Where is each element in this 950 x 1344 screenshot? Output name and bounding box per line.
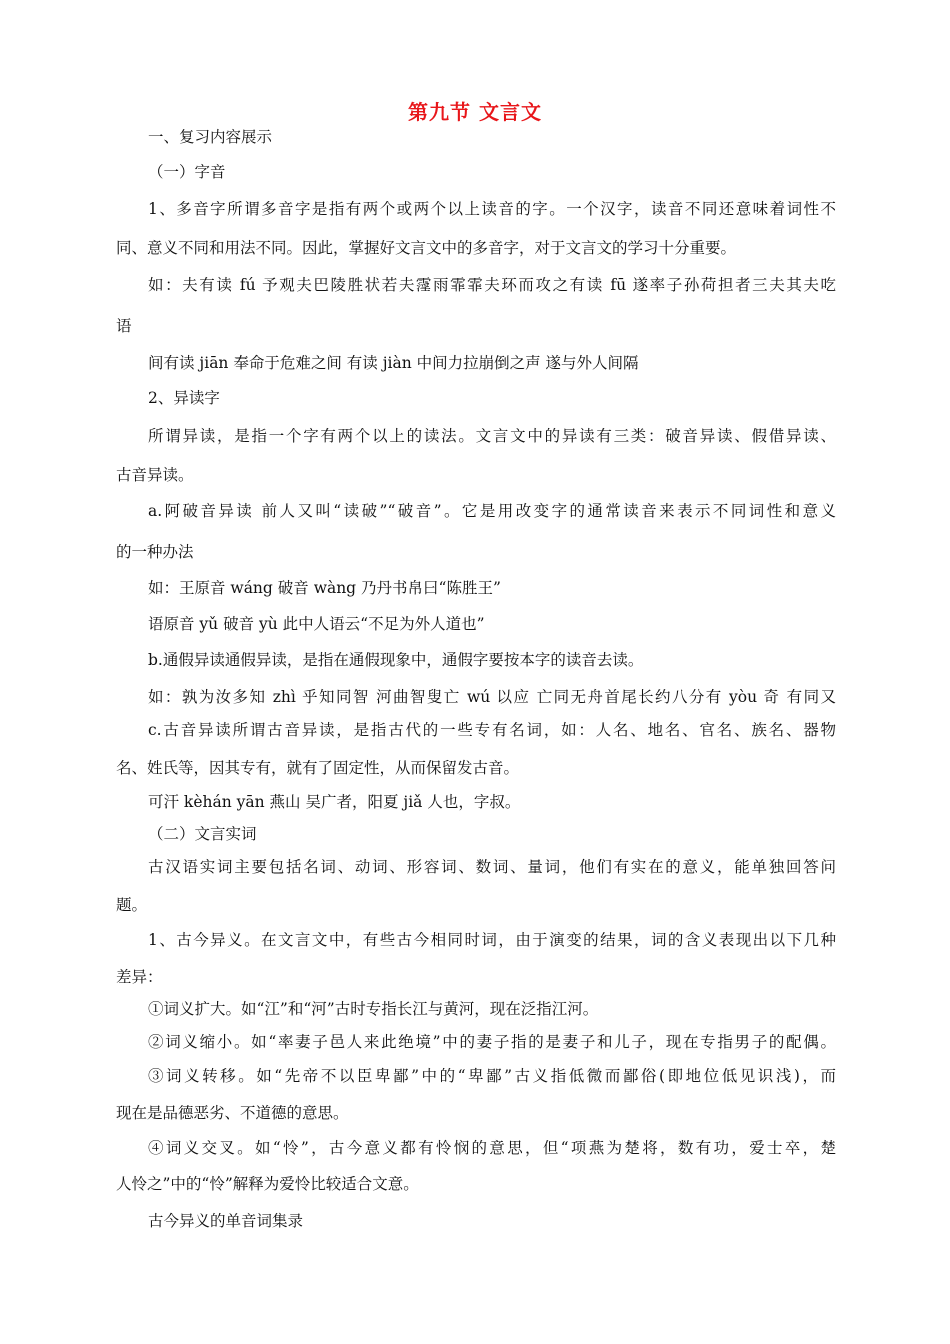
paragraph-line: 差异：	[116, 968, 163, 986]
paragraph-line: 人怜之”中的“怜”解释为爱怜比较适合文意。	[116, 1175, 419, 1193]
paragraph-line: 所谓异读，是指一个字有两个以上的读法。文言文中的异读有三类：破音异读、假借异读、	[148, 427, 836, 445]
paragraph-line: 现在是品德恶劣、不道德的意思。	[116, 1104, 349, 1122]
section-heading: 一、复习内容展示	[148, 128, 273, 146]
subsection-heading: （二）文言实词	[148, 825, 257, 843]
paragraph-line: 名、姓氏等，因其专有，就有了固定性，从而保留发古音。	[116, 759, 520, 777]
paragraph-line: 同、意义不同和用法不同。因此，掌握好文言文中的多音字，对于文言文的学习十分重要。	[116, 239, 737, 257]
paragraph-line: 语原音 yǔ 破音 yù 此中人语云“不足为外人道也”	[148, 615, 485, 633]
paragraph-line: 古今异义的单音词集录	[148, 1212, 304, 1230]
paragraph-line: 题。	[116, 896, 148, 914]
paragraph-line: 如：王原音 wáng 破音 wàng 乃丹书帛曰“陈胜王”	[148, 579, 501, 597]
paragraph-line: 古音异读。	[116, 466, 194, 484]
paragraph-line: 1、古今异义。在文言文中，有些古今相同时词，由于演变的结果，词的含义表现出以下几种	[148, 931, 836, 949]
paragraph-line: 如：孰为汝多知 zhì 乎知同智 河曲智叟亡 wú 以应 亡同无舟首尾长约八分有 yòu 奇 有同又	[148, 688, 836, 706]
paragraph-line: 语	[116, 317, 132, 335]
paragraph-line: 古汉语实词主要包括名词、动词、形容词、数词、量词，他们有实在的意义，能单独回答问	[148, 858, 836, 876]
list-item: ④词义交叉。如“怜”，古今意义都有怜悯的意思，但“项燕为楚将，数有功，爱士卒，楚	[148, 1139, 836, 1157]
paragraph-line: 间有读 jiān 奉命于危难之间 有读 jiàn 中间力拉崩倒之声 遂与外人间隔	[148, 354, 639, 372]
paragraph-line: 如：夫有读 fú 予观夫巴陵胜状若夫霪雨霏霏夫环而攻之有读 fū 遂率子孙荷担者三夫其夫吃	[148, 276, 836, 294]
paragraph-line: b.通假异读通假异读，是指在通假现象中，通假字要按本字的读音去读。	[148, 651, 644, 669]
paragraph-line: c.古音异读所谓古音异读，是指古代的一些专有名词，如：人名、地名、官名、族名、器物	[148, 721, 836, 739]
page-title: 第九节 文言文	[408, 100, 542, 124]
subsection-heading: 2、异读字	[148, 389, 220, 407]
paragraph-line: a.阿破音异读 前人又叫“读破”“破音”。它是用改变字的通常读音来表示不同词性和意义	[148, 502, 836, 520]
paragraph-line: 的一种办法	[116, 543, 194, 561]
list-item: ②词义缩小。如“率妻子邑人来此绝境”中的妻子指的是妻子和儿子，现在专指男子的配偶。	[148, 1033, 836, 1051]
list-item: ①词义扩大。如“江”和“河”古时专指长江与黄河，现在泛指江河。	[148, 1000, 599, 1018]
paragraph-line: 1、多音字所谓多音字是指有两个或两个以上读音的字。一个汉字，读音不同还意味着词性不	[148, 200, 836, 218]
paragraph-line: 可汗 kèhán yān 燕山 吴广者，阳夏 jiǎ 人也，字叔。	[148, 793, 521, 811]
subsection-heading: （一）字音	[148, 163, 226, 181]
list-item: ③词义转移。如“先帝不以臣卑鄙”中的“卑鄙”古义指低微而鄙俗(即地位低见识浅)，而	[148, 1067, 836, 1085]
